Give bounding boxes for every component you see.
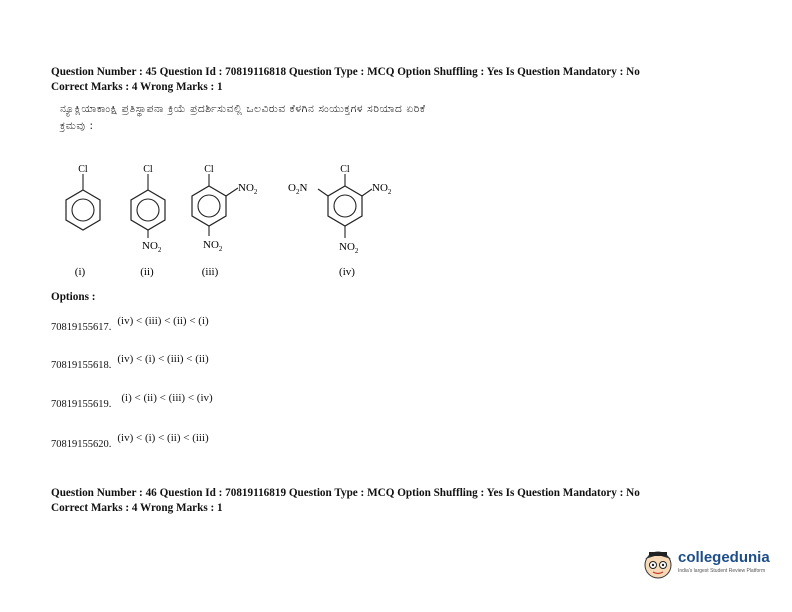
structure-ii	[131, 164, 165, 278]
svg-text:NO2	[203, 239, 223, 253]
option-text: (i) < (ii) < (iii) < (iv)	[121, 392, 213, 404]
svg-text:O2N	[288, 182, 307, 196]
collegedunia-logo	[640, 543, 780, 583]
structure-i-label: (i)	[74, 266, 86, 278]
structure-iv-bottom-sub-sub: 2	[354, 247, 359, 255]
structure-iv-left-sub-sub: 2	[295, 188, 300, 196]
logo-tagline: India's largest Student Review Platform	[678, 568, 766, 574]
structure-iv-left-tail-sub: N	[299, 182, 308, 194]
structure-iii-right-sub: NO	[238, 182, 254, 194]
svg-text:NO2	[372, 182, 392, 196]
option-row[interactable]	[51, 388, 213, 410]
structure-iii-right-sub-sub: 2	[253, 188, 258, 196]
structure-iii-bottom-sub-sub: 2	[218, 245, 223, 253]
mascot-icon	[640, 545, 676, 581]
q45-header-line2: Correct Marks : 4 Wrong Marks : 1	[51, 81, 223, 93]
q45-question-line2: ಕ್ರಮವು :	[60, 120, 94, 132]
q46-header-line2: Correct Marks : 4 Wrong Marks : 1	[51, 502, 223, 514]
structure-ii-label: (ii)	[140, 266, 154, 278]
option-row[interactable]	[51, 311, 209, 333]
structure-iii	[192, 164, 258, 278]
structure-iv-right-sub-sub: 2	[387, 188, 392, 196]
option-id: 70819155620.	[51, 439, 112, 450]
structure-iv	[288, 164, 392, 278]
option-text: (iv) < (iii) < (ii) < (i)	[117, 315, 209, 327]
logo-wordmark: collegedunia	[678, 549, 770, 566]
option-text: (iv) < (i) < (ii) < (iii)	[117, 432, 209, 444]
q45-question-line1: ನ್ಯೂಕ್ಲಿಯಾಕಾಂಕ್ಷಿ ಪ್ರತಿಸ್ಥಾಪನಾ ಕ್ರಿಯೆ ಪ್ರದರ್ಶಿಸುವಲ್ಲಿ ಒಲವಿರುವ ಕೆಳಗಿನ ಸಂಯುಕ್ತಗಳ ಸರಿಯಾದ ಏರಿಕೆ	[60, 103, 426, 115]
option-row[interactable]	[51, 428, 209, 450]
q45-header-line1: Question Number : 45 Question Id : 70819116818 Question Type : MCQ Option Shuffling : Yes Is Question Mandatory : No	[51, 66, 640, 78]
option-row[interactable]	[51, 349, 209, 371]
structure-i-top-sub: Cl	[78, 164, 88, 175]
structure-iv-top-sub: Cl	[340, 164, 350, 175]
structure-iii-top-sub: Cl	[204, 164, 214, 175]
structure-ii-bottom-sub-sub: 2	[157, 246, 162, 254]
structure-iv-right-sub: NO	[372, 182, 388, 194]
svg-text:NO2	[339, 241, 359, 255]
structure-iii-label: (iii)	[201, 266, 219, 278]
structure-iv-left-sub: O	[288, 182, 296, 194]
svg-text:NO2	[238, 182, 258, 196]
structure-ii-bottom-sub: NO	[142, 240, 158, 252]
option-id: 70819155619.	[51, 399, 112, 410]
svg-text:NO2	[142, 240, 162, 254]
structure-iv-label: (iv)	[339, 266, 355, 278]
structure-i	[66, 164, 100, 278]
options-heading: Options :	[51, 291, 96, 303]
q46-header-line1: Question Number : 46 Question Id : 70819116819 Question Type : MCQ Option Shuffling : Yes Is Question Mandatory : No	[51, 487, 640, 499]
option-id: 70819155618.	[51, 360, 112, 371]
structure-iv-bottom-sub: NO	[339, 241, 355, 253]
option-text: (iv) < (i) < (iii) < (ii)	[117, 353, 209, 365]
option-id: 70819155617.	[51, 322, 112, 333]
structures-figure	[0, 150, 460, 285]
structure-ii-top-sub: Cl	[143, 164, 153, 175]
structure-iii-bottom-sub: NO	[203, 239, 219, 251]
